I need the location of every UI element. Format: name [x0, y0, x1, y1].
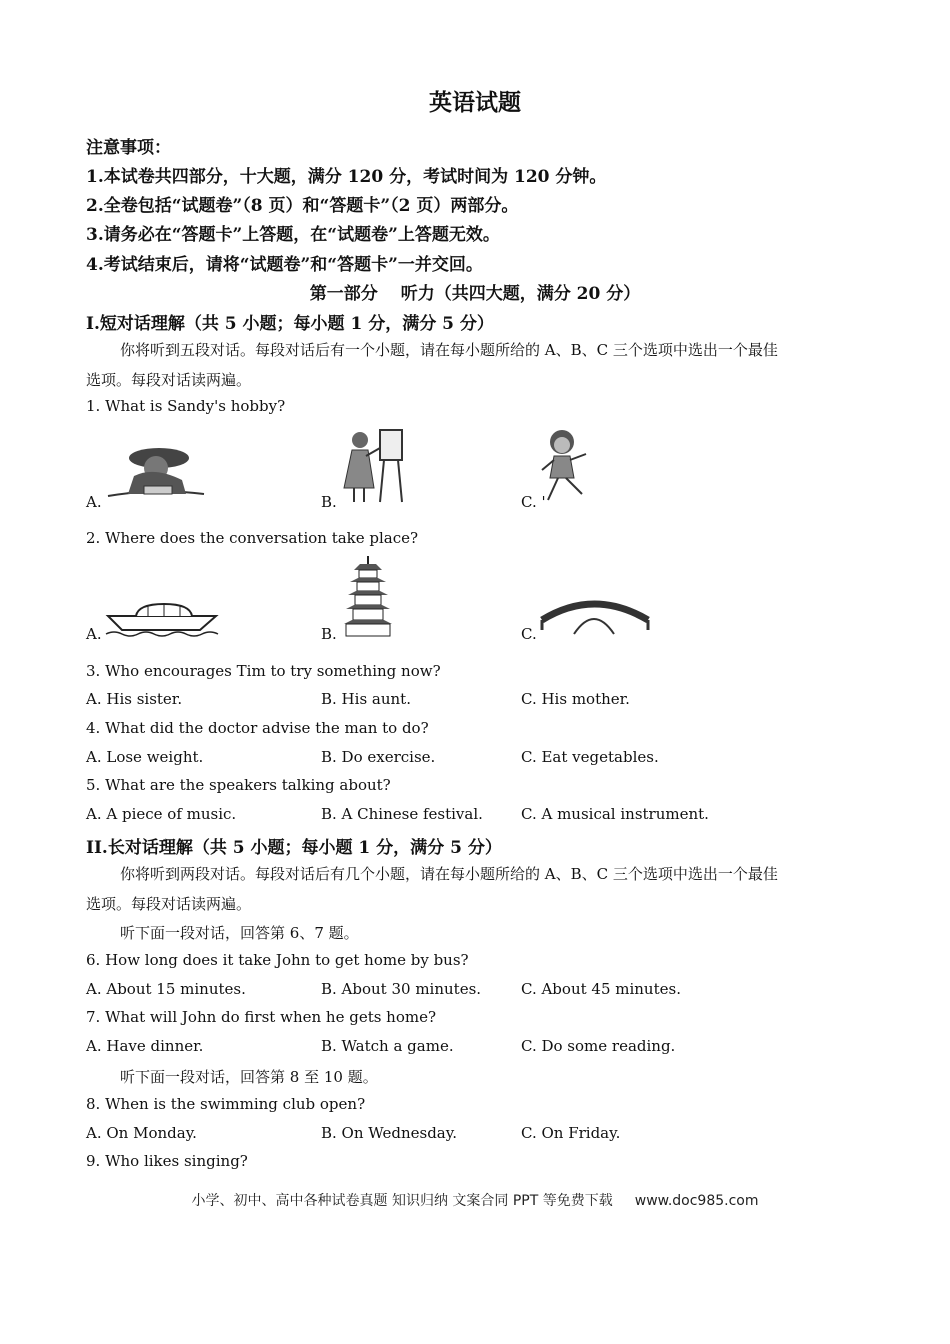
- option-c: C. His mother.: [521, 690, 630, 708]
- footer-url[interactable]: www.doc985.com: [634, 1193, 759, 1209]
- option-c: C. Eat vegetables.: [521, 748, 659, 766]
- running-girl-icon: [536, 426, 600, 506]
- question-text: 1. What is Sandy's hobby?: [86, 397, 286, 415]
- option-a: A. A piece of music.: [86, 805, 237, 823]
- option-c: C.: [521, 625, 537, 643]
- question-text: 5. What are the speakers talking about?: [86, 776, 391, 794]
- option-a: A.: [86, 625, 102, 643]
- section-instructions: 你将听到五段对话。每段对话后有一个小题，请在每小题所给的 A、B、C 三个选项中选出一个最佳: [120, 341, 778, 359]
- notice-item: 2.全卷包括“试题卷”（8 页）和“答题卡”（2 页）两部分。: [86, 196, 519, 216]
- option-a: A. Lose weight.: [86, 748, 204, 766]
- option-c: C. ': [521, 493, 546, 511]
- option-b: B.: [321, 493, 337, 511]
- arch-bridge-icon: [540, 596, 650, 636]
- painting-girl-icon: [340, 426, 410, 506]
- option-b: B. About 30 minutes.: [321, 980, 482, 998]
- question-text: 3. Who encourages Tim to try something now?: [86, 662, 441, 680]
- section-title: II.长对话理解（共 5 小题；每小题 1 分，满分 5 分）: [86, 838, 502, 858]
- part-title: 第一部分 听力（共四大题，满分 20 分）: [309, 284, 641, 304]
- section-instructions: 选项。每段对话读两遍。: [86, 895, 252, 913]
- dialogue-instruction: 听下面一段对话，回答第 8 至 10 题。: [120, 1068, 378, 1086]
- question-text: 2. Where does the conversation take place?: [86, 529, 419, 547]
- option-c: C. On Friday.: [521, 1124, 621, 1142]
- option-a: A. His sister.: [86, 690, 183, 708]
- option-c: C. A musical instrument.: [521, 805, 709, 823]
- reading-girl-icon: [104, 436, 210, 502]
- footer-text: 小学、初中、高中各种试卷真题 知识归纳 文案合同 PPT 等免费下载: [191, 1193, 613, 1209]
- option-b: B. Watch a game.: [321, 1037, 454, 1055]
- question-text: 8. When is the swimming club open?: [86, 1095, 366, 1113]
- page-footer: [0, 1190, 950, 1210]
- option-b: B.: [321, 625, 337, 643]
- question-text: 9. Who likes singing?: [86, 1152, 248, 1170]
- section-instructions: 你将听到两段对话。每段对话后有几个小题，请在每小题所给的 A、B、C 三个选项中选出一个最佳: [120, 865, 778, 883]
- option-a: A. About 15 minutes.: [86, 980, 246, 998]
- option-c: C. About 45 minutes.: [521, 980, 681, 998]
- notice-item: 4.考试结束后，请将“试题卷”和“答题卡”一并交回。: [86, 255, 483, 275]
- option-a: A. Have dinner.: [86, 1037, 204, 1055]
- option-b: B. On Wednesday.: [321, 1124, 457, 1142]
- question-text: 7. What will John do first when he gets home?: [86, 1008, 437, 1026]
- notice-item: 3.请务必在“答题卡”上答题，在“试题卷”上答题无效。: [86, 225, 500, 245]
- section-title: I.短对话理解（共 5 小题；每小题 1 分，满分 5 分）: [86, 314, 494, 334]
- page-title: 英语试题: [429, 89, 521, 116]
- boat-icon: [104, 598, 222, 638]
- option-b: B. A Chinese festival.: [321, 805, 483, 823]
- section-instructions: 选项。每段对话读两遍。: [86, 371, 252, 389]
- option-b: B. Do exercise.: [321, 748, 436, 766]
- option-a: A.: [86, 493, 102, 511]
- question-text: 6. How long does it take John to get home by bus?: [86, 951, 469, 969]
- dialogue-instruction: 听下面一段对话，回答第 6、7 题。: [120, 924, 359, 942]
- question-text: 4. What did the doctor advise the man to do?: [86, 719, 429, 737]
- pagoda-icon: [340, 556, 396, 638]
- notice-heading: 注意事项：: [86, 138, 171, 158]
- option-c: C. Do some reading.: [521, 1037, 676, 1055]
- option-a: A. On Monday.: [86, 1124, 197, 1142]
- option-b: B. His aunt.: [321, 690, 411, 708]
- notice-item: 1.本试卷共四部分，十大题，满分 120 分，考试时间为 120 分钟。: [86, 167, 607, 187]
